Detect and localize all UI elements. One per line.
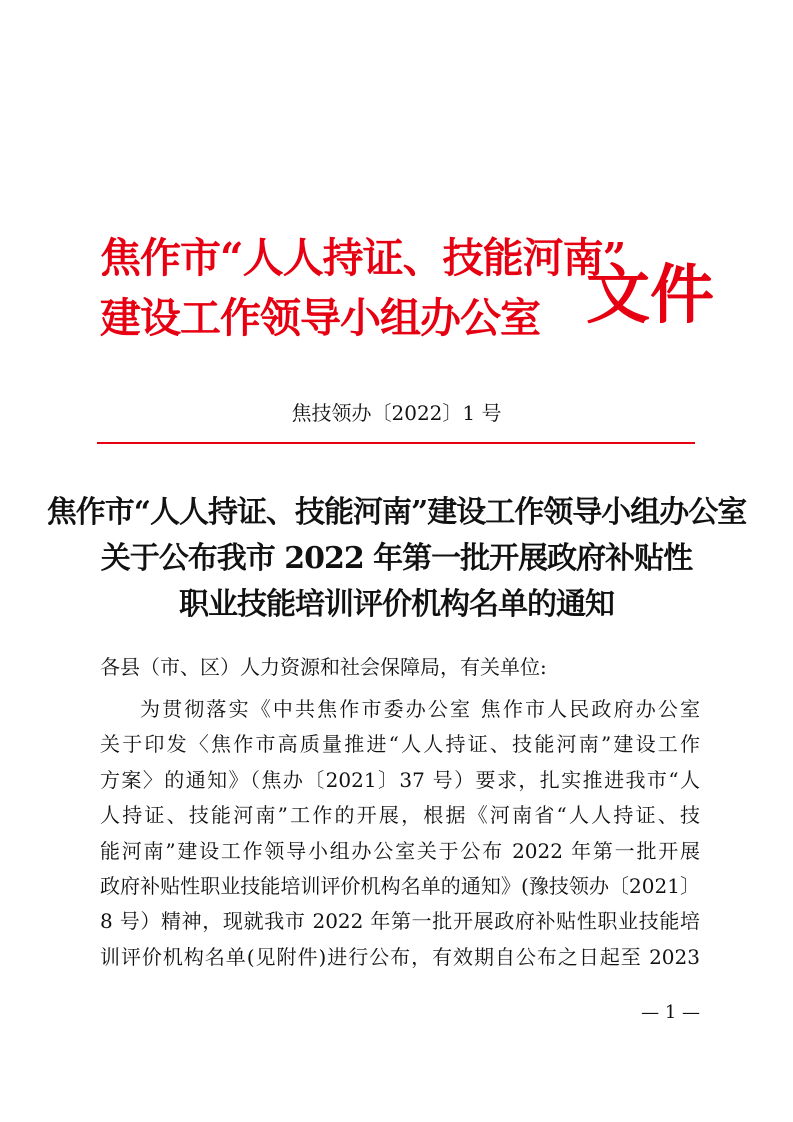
document-number: 焦技领办〔2022〕1 号 xyxy=(291,401,502,425)
body-line: 方案〉的通知》（焦办〔2021〕37 号）要求，扎实推进我市“人 xyxy=(100,767,700,792)
title-line-3: 职业技能培训评价机构名单的通知 xyxy=(179,587,614,622)
body-line: 关于印发〈焦作市高质量推进“人人持证、技能河南”建设工作 xyxy=(100,732,700,757)
document-title xyxy=(0,490,793,628)
issuing-authority-line-2: 建设工作领导小组办公室 xyxy=(100,294,540,342)
document-header xyxy=(100,228,714,358)
body-line: 8 号）精神，现就我市 2022 年第一批开展政府补贴性职业技能培 xyxy=(100,909,700,934)
issuing-authority xyxy=(100,228,625,348)
salutation: 各县（市、区）人力资源和社会保障局，有关单位: xyxy=(100,655,547,679)
body-line: 为贯彻落实《中共焦作市委办公室 焦作市人民政府办公室 xyxy=(140,697,700,721)
body-line: 训评价机构名单(见附件)进行公布，有效期自公布之日起至 2023 xyxy=(100,944,700,969)
title-line-1: 焦作市“人人持证、技能河南”建设工作领导小组办公室 xyxy=(46,495,747,530)
body-line: 能河南”建设工作领导小组办公室关于公布 2022 年第一批开展 xyxy=(100,838,700,863)
document-type-label: 文件 xyxy=(586,258,714,333)
body-line: 人持证、技能河南”工作的开展，根据《河南省“人人持证、技 xyxy=(100,803,700,828)
body-paragraph xyxy=(100,692,700,975)
title-line-2: 关于公布我市 2022 年第一批开展政府补贴性 xyxy=(100,541,693,576)
body-line: 政府补贴性职业技能培训评价机构名单的通知》(豫技领办〔2021〕 xyxy=(100,874,700,899)
page-number: — 1 — xyxy=(641,1002,700,1023)
issuing-authority-line-1: 焦作市“人人持证、技能河南” xyxy=(100,234,626,282)
header-divider xyxy=(97,442,695,444)
